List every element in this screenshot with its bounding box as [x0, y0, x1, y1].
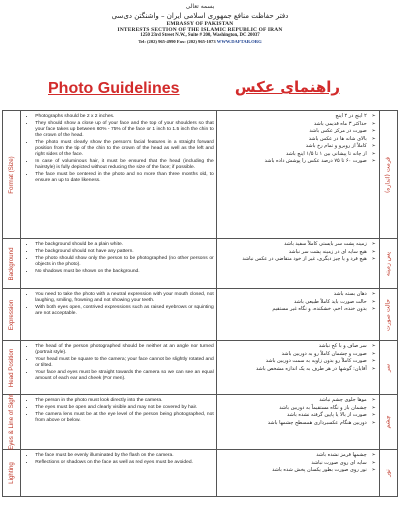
- english-rule-item: • They should show a close up of your face and the top of your shoulders so that your face takes up between 60% - 75% of the face or 1 inch to 1.5 inch the chin to the crown of the head.: [35, 120, 213, 139]
- english-rules-list: [21, 289, 215, 319]
- english-rule-item: • No shadows must be shown on the background.: [35, 268, 213, 275]
- section-label-en: Lighting: [7, 462, 15, 484]
- english-rules-list: [21, 395, 215, 426]
- persian-rule-item: ➢ سایه ای روی صورت نباشد: [219, 460, 367, 468]
- english-rules-cell: [21, 289, 216, 341]
- section-label-cell-en: [3, 289, 21, 341]
- guideline-row: [3, 289, 398, 341]
- persian-rule-item: ➢ آقایان: گوشها در هر طرف به یک اندازه مشخص باشد: [219, 366, 367, 374]
- persian-rules-list: [217, 239, 379, 266]
- embassy-name: EMBASSY OF PAKISTAN: [166, 20, 234, 27]
- english-rules-cell: [21, 341, 216, 395]
- guideline-row: [3, 341, 398, 395]
- english-rule-item: • With both eyes open, contrived expressions such as raised eyebrows or squinting are not acceptable.: [35, 304, 213, 317]
- contact-line: [0, 39, 400, 44]
- persian-org-name: دفتر حفاظت منافع جمهوری اسلامی ایران – واشنگتن دی‌سی: [111, 11, 289, 20]
- letterhead: [0, 4, 400, 44]
- section-label-cell-fa: [379, 341, 397, 395]
- section-label-cell-en: [3, 450, 21, 497]
- section-label-fa: سر: [384, 363, 392, 372]
- persian-rules-cell: [216, 395, 379, 450]
- english-rule-item: • The head of the person photographed should be neither at an angle nor turned (portrait style).: [35, 343, 213, 356]
- persian-rule-item: ➢ صورت و چشمان کاملاً رو به دوربین باشد: [219, 351, 367, 359]
- english-rules-list: [21, 341, 215, 384]
- guideline-row: [3, 450, 398, 497]
- english-rule-item: • Your face and eyes must be straight towards the camera so we can see an equal amount of each ear and cheek (For men).: [35, 369, 213, 382]
- section-label-en: Eyes & Line of Sight: [7, 394, 15, 450]
- persian-rules-list: [217, 289, 379, 316]
- persian-rule-item: ➢ صورت در مرکز عکس باشد: [219, 128, 367, 136]
- section-label-cell-fa: [379, 239, 397, 289]
- address-line: 1250 23rd Street N.W., Suite # 200, Washington, DC 20037: [140, 33, 260, 39]
- persian-rule-item: ➢ حداکثر ۳ ماه قدیمی باشد: [219, 121, 367, 129]
- persian-rule-item: ➢ نور روی صورت بطور یکسان پخش شده باشد: [219, 467, 367, 475]
- persian-rule-item: ➢ صورت کاملاً رو بدون زاویه به سمت دوربین باشد: [219, 358, 367, 366]
- english-rules-cell: [21, 450, 216, 497]
- persian-rule-item: ➢ هیچ فرد و یا چیز دیگری، غیر از خود متقاضی در عکس نباشد: [219, 256, 367, 264]
- persian-rule-item: ➢ کاملاً از روبرو و تمام رخ باشد: [219, 143, 367, 151]
- english-rules-cell: [21, 111, 216, 239]
- persian-rule-item: ➢ حالت صورت باید کاملاً طبیعی باشد: [219, 299, 367, 307]
- english-rules-list: [21, 239, 215, 277]
- english-rule-item: • Photographs should be 2 x 2 inches.: [35, 113, 213, 120]
- section-label-cell-fa: [379, 111, 397, 239]
- title-english: Photo Guidelines: [48, 80, 180, 97]
- persian-rule-item: ➢ صورت از بالا یا پایین گرفته نشده باشد: [219, 412, 367, 420]
- section-label-cell-fa: [379, 289, 397, 341]
- english-rule-item: • The background should not have any pattern.: [35, 248, 213, 255]
- guideline-row: [3, 395, 398, 450]
- title-persian: راهنمای عکس: [234, 78, 340, 96]
- english-rule-item: • The eyes must be open and clearly visible and may not be covered by hair.: [35, 404, 213, 411]
- english-rule-item: • Reflections or shadows on the face as well as red eyes must be avoided.: [35, 459, 213, 466]
- section-label-cell-en: [3, 239, 21, 289]
- english-rule-item: • The background should be a plain white.: [35, 241, 213, 248]
- persian-rule-item: ➢ بالای شانه ها در عکس باشد: [219, 136, 367, 144]
- english-rule-item: • The photo should show only the person to be photographed (no other persons or objects in the photo).: [35, 255, 213, 268]
- persian-rule-item: ➢ بدون خنده، اخم، خشکنده، و نگاه غیر مستقیم: [219, 306, 367, 314]
- persian-rules-cell: [216, 239, 379, 289]
- persian-rules-list: [217, 395, 379, 429]
- interests-section-name: INTERESTS SECTION OF THE ISLAMIC REPUBLIC OF IRAN: [117, 27, 283, 34]
- section-label-cell-fa: [379, 395, 397, 450]
- guideline-row: [3, 111, 398, 239]
- phone-fax-text: Tel: (202) 965-4990 Fax: (202) 965-1073: [138, 38, 216, 44]
- english-rule-item: • The photo must clearly show the person's facial features in a straight forward position from the tip of the chin to the crown of the head as well as the left and right sides of the face.: [35, 139, 213, 158]
- section-label-cell-fa: [379, 450, 397, 497]
- english-rule-item: • In case of voluminous hair, it must be ensured that the head (including the hairstyle) is fully depicted without reducing the size of the face; if possible.: [35, 158, 213, 171]
- english-rules-cell: [21, 395, 216, 450]
- english-rule-item: • The camera lens must be at the eye level of the person being photographed, not from above or below.: [35, 411, 213, 424]
- english-rules-cell: [21, 239, 216, 289]
- guideline-row: [3, 239, 398, 289]
- persian-rule-item: ➢ صورت ۶۰ تا ۷۵ درصد عکس را پوشش داده باشد: [219, 158, 367, 166]
- english-rule-item: • The person in the photo must look directly into the camera.: [35, 397, 213, 404]
- section-label-cell-en: [3, 341, 21, 395]
- persian-rule-item: ➢ چشمها قرمز نشده باشد: [219, 452, 367, 460]
- english-rule-item: • The face must be evenly illuminated by the flash on the camera.: [35, 452, 213, 459]
- persian-rule-item: ➢ ۲ اینچ در ۲ اینچ: [219, 113, 367, 121]
- guidelines-table: [2, 110, 398, 497]
- section-label-cell-en: [3, 395, 21, 450]
- persian-rule-item: ➢ زمینه پشت سر بایستی کاملاً سفید باشد: [219, 241, 367, 249]
- persian-rules-cell: [216, 111, 379, 239]
- persian-rule-item: ➢ چشمان باز و نگاه مستقیماً به دوربین باشد: [219, 405, 367, 413]
- persian-rule-item: ➢ دهان بسته باشد: [219, 291, 367, 299]
- persian-rules-list: [217, 111, 379, 168]
- section-label-fa: حالت صورت: [384, 298, 392, 331]
- persian-rules-cell: [216, 341, 379, 395]
- persian-rules-cell: [216, 289, 379, 341]
- section-label-cell-en: [3, 111, 21, 239]
- section-label-en: Expression: [7, 299, 15, 330]
- persian-rules-cell: [216, 450, 379, 497]
- section-label-fa: نور: [384, 469, 392, 477]
- section-label-en: Background: [7, 246, 15, 281]
- english-rule-item: • Your head must be square to the camera; your face cannot be slightly rotated and or tilted.: [35, 356, 213, 369]
- english-rules-list: [21, 111, 215, 186]
- website-link[interactable]: WWW.DAFTAR.ORG: [216, 38, 262, 44]
- bismillah-text: بسمه تعالی: [185, 3, 215, 10]
- persian-rule-item: ➢ دوربین هنگام عکسبرداری همسطح چشمها باشد: [219, 420, 367, 428]
- section-label-en: Format (Size): [7, 155, 15, 194]
- persian-rules-list: [217, 450, 379, 477]
- persian-rule-item: ➢ سر صاف و با کج نباشد: [219, 343, 367, 351]
- persian-rule-item: ➢ از چانه تا پیشانی بین ۱ تا ۱/۵ اینچ باشد: [219, 151, 367, 159]
- english-rules-list: [21, 450, 215, 468]
- persian-rule-item: ➢ هیچ سایه ای در زمینه پشت سر نباشد: [219, 249, 367, 257]
- english-rule-item: • The face must be centered in the photo and no more than three months old, to ensure an up to date likeness.: [35, 171, 213, 184]
- section-label-fa: پس زمینه: [384, 251, 392, 276]
- section-label-fa: چشم: [384, 415, 392, 429]
- english-rule-item: • You need to take the photo with a neutral expression with your mouth closed, not laughing, smiling, frowning and not showing your teeth.: [35, 291, 213, 304]
- persian-rule-item: ➢ موها جلوی چشم نباشد: [219, 397, 367, 405]
- section-label-fa: فرمت (اندازه): [384, 156, 392, 193]
- persian-rules-list: [217, 341, 379, 375]
- section-label-en: Head Position: [7, 348, 15, 387]
